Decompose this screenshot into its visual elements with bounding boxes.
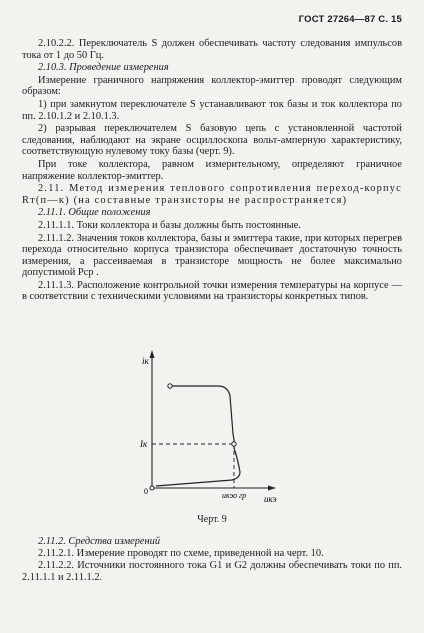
section-2-11-1: 2.11.1. Общие положения xyxy=(38,207,151,219)
para-2-11-2-2: 2.11.2.2. Источники постоянного тока G1 и G2 должны обеспечивать токи по пп. 2.11.1.1 и 2.11.1.2. xyxy=(22,560,402,583)
vac-chart xyxy=(0,348,424,518)
origin-point xyxy=(150,486,154,490)
x-axis-label: uкэ xyxy=(264,494,277,504)
curve-start-point xyxy=(168,384,172,388)
para-2-11-1-3: 2.11.1.3. Расположение контрольной точки измерения температуры на корпусе — в соответствии с техническими условиями на транзисторы конкретных типов. xyxy=(22,279,402,303)
para-2-11-1-2: 2.11.1.2. Значения токов коллектора, базы и эмиттера такие, при которых перегрев перехода относительно корпуса транзистора обеспечивает достаточную точность измерения, а рассеиваемая в транзисторе мощность не более максимально допустимой Pср . xyxy=(22,232,402,279)
origin-label: 0 xyxy=(144,487,148,496)
curve-ik-point xyxy=(232,442,236,446)
y-axis-label: iк xyxy=(142,356,149,366)
para-2-10-2-2: 2.10.2.2. Переключатель S должен обеспечивать частоту следования импульсов тока от 1 до 50 Гц. xyxy=(22,38,402,61)
figure-caption: Черт. 9 xyxy=(197,514,227,525)
section-2-10-3: 2.10.3. Проведение измерения xyxy=(38,62,169,74)
para-step-2: 2) разрывая переключателем S базовую цепь с установленной частотой следования, наблюдают на экране осциллоскопа вольт-амперную характеристику, соответствующую нулевому току базы (черт. 9). xyxy=(22,123,402,158)
para-step-1: 1) при замкнутом переключателе S устанавливают ток базы и ток коллектора по пп. 2.10.1.2 и 2.10.1.3. xyxy=(22,98,402,122)
figure-9 xyxy=(0,348,424,528)
page-header: ГОСТ 27264—87 С. 15 xyxy=(298,14,402,25)
document-body xyxy=(22,38,402,304)
bottom-section xyxy=(22,536,402,584)
y-axis-arrow xyxy=(150,350,155,358)
para-2-11-1-1: 2.11.1.1. Токи коллектора и базы должны быть постоянные. xyxy=(38,219,301,231)
section-2-11-title: 2.11. Метод измерения теплового сопротивления переход-корпус Rт(п—к) (на составные транзисторы не распространяется) xyxy=(22,183,402,206)
x-axis-arrow xyxy=(268,486,276,491)
para-measurement-intro: Измерение граничного напряжения коллектор-эмиттер проводят следующим образом: xyxy=(22,74,402,98)
para-result: При токе коллектора, равном измерительному, определяют граничное напряжение коллектор-эмиттер. xyxy=(22,158,402,182)
section-2-11-2: 2.11.2. Средства измерений xyxy=(38,536,161,547)
vac-curve xyxy=(156,386,240,486)
ukeo-label: uкэо гр xyxy=(222,491,247,500)
ik-label: Iк xyxy=(140,439,148,449)
para-2-11-2-1: 2.11.2.1. Измерение проводят по схеме, приведенной на черт. 10. xyxy=(38,548,324,559)
